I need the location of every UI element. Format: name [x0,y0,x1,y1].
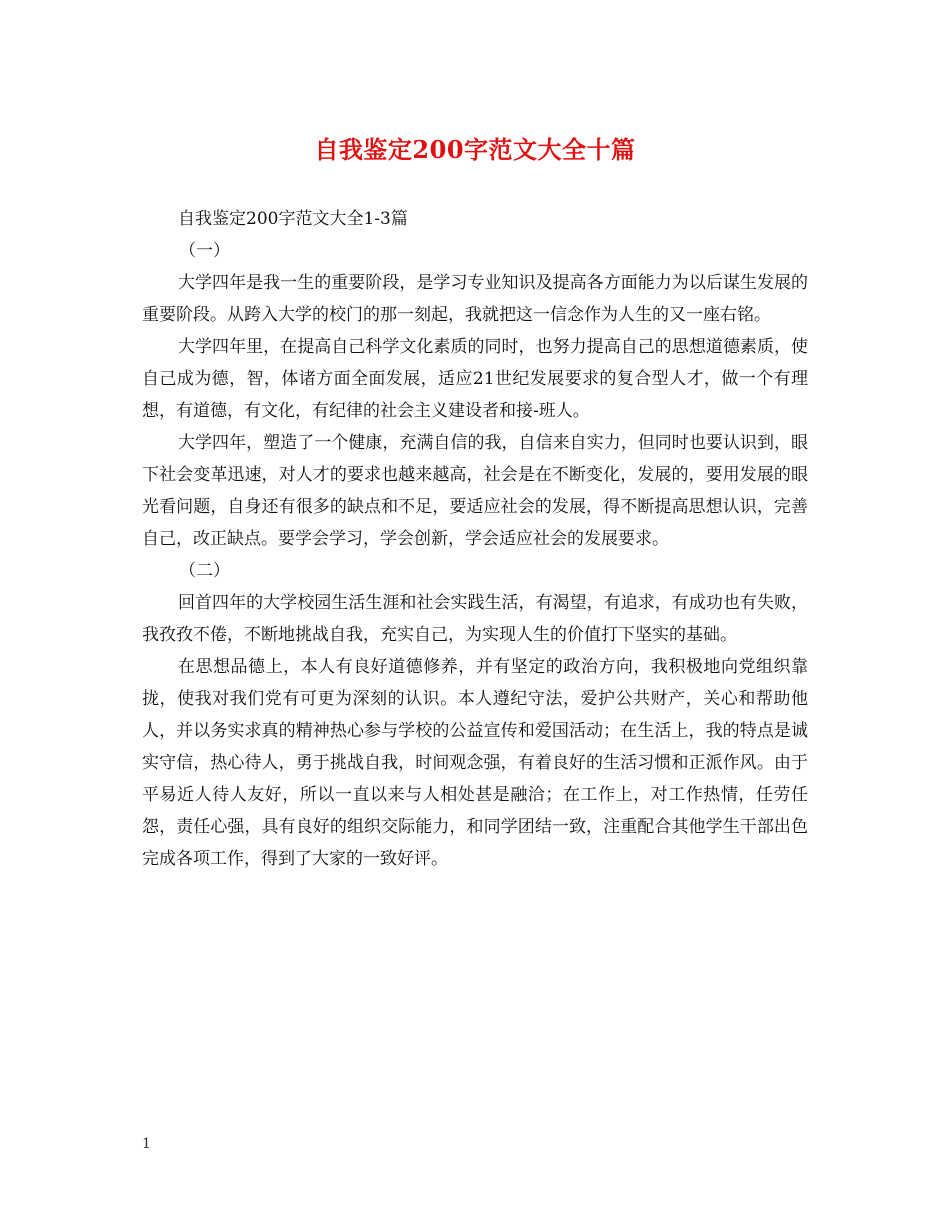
document-body [142,203,808,875]
page-number: 1 [142,1136,151,1152]
document-subtitle: 自我鉴定200字范文大全1-3篇 [178,209,408,229]
section-marker-2: （二） [179,561,230,581]
paragraph: 大学四年，塑造了一个健康，充满自信的我，自信来自实力，但同时也要认识到，眼下社会变革迅速，对人才的要求也越来越高，社会是在不断变化，发展的，要用发展的眼光看问题，自身还有很多的缺点和不足，要适应社会的发展，得不断提高思想认识，完善自己，改正缺点。要学会学习，学会创新，学会适应社会的发展要求。 [142,433,808,549]
section-marker-1: （一） [179,241,230,261]
paragraph: 大学四年里，在提高自己科学文化素质的同时，也努力提高自己的思想道德素质，使自己成为德，智，体诸方面全面发展，适应21世纪发展要求的复合型人才，做一个有理想，有道德，有文化，有纪律的社会主义建设者和接-班人。 [142,337,808,421]
paragraph: 回首四年的大学校园生活生涯和社会实践生活，有渴望，有追求，有成功也有失败，我孜孜不倦，不断地挑战自我，充实自己，为实现人生的价值打下坚实的基础。 [142,593,808,645]
paragraph: 大学四年是我一生的重要阶段，是学习专业知识及提高各方面能力为以后谋生发展的重要阶段。从跨入大学的校门的那一刻起，我就把这一信念作为人生的又一座右铭。 [142,273,808,325]
paragraph: 在思想品德上，本人有良好道德修养，并有坚定的政治方向，我积极地向党组织靠拢，使我对我们党有可更为深刻的认识。本人遵纪守法，爱护公共财产，关心和帮助他人，并以务实求真的精神热心参与学校的公益宣传和爱国活动；在生活上，我的特点是诚实守信，热心待人，勇于挑战自我，时间观念强，有着良好的生活习惯和正派作风。由于平易近人待人友好，所以一直以来与人相处甚是融洽；在工作上，对工作热情，任劳任怨，责任心强，具有良好的组织交际能力，和同学团结一致，注重配合其他学生干部出色完成各项工作，得到了大家的一致好评。 [142,657,808,869]
document-title: 自我鉴定200字范文大全十篇 [314,135,636,164]
